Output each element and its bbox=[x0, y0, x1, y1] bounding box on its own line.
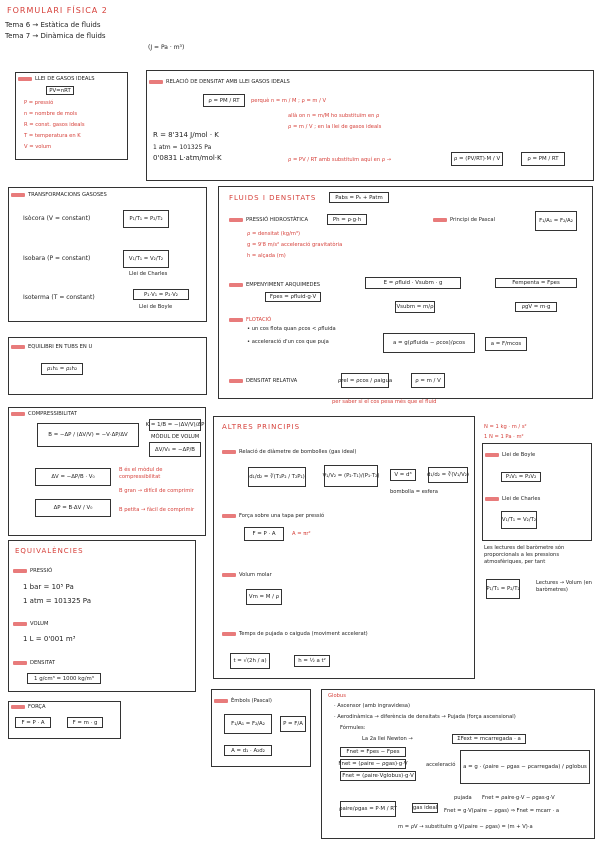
equivalencies-box bbox=[8, 540, 196, 692]
modul-volum-note: MÒDUL DE VOLUM bbox=[151, 434, 200, 440]
globus-box bbox=[321, 689, 595, 839]
globus-fnet1: Fnet = Fpes − Fpes bbox=[340, 747, 406, 757]
flotacio-title: FLOTACIÓ bbox=[229, 317, 271, 324]
compressibilitat-formula5: ΔP = B·ΔV / V₀ bbox=[35, 499, 111, 517]
globus-eq3: m = ρV → substituïm g·V(ρaire − ρgas) = (m + V)·a bbox=[398, 824, 533, 830]
globus-text4: La 2a llei Newton → bbox=[362, 736, 413, 742]
globus-accel-label: acceleració bbox=[426, 762, 456, 768]
globus-eq1: Fnet = ρaire·g·V − ρgas·g·V bbox=[482, 795, 555, 801]
boyle-title: Llei de Boyle bbox=[485, 452, 535, 459]
tapa-title: Força sobre una tapa per pressió bbox=[222, 513, 324, 520]
barometre-formula: P₁/T₁ = P₂/T₂ bbox=[486, 579, 520, 599]
globus-text2: · Aerodinàmica → diferència de densitats → Pujada (força ascensional) bbox=[334, 714, 516, 720]
fluids-title: FLUIDS I DENSITATS bbox=[229, 194, 317, 202]
forca-title: FORÇA bbox=[11, 704, 46, 711]
flotacio-formula2: a = F/mcos bbox=[485, 337, 527, 351]
compressibilitat-formula2: K = 1/B = −(ΔV/V)/ΔP bbox=[149, 419, 201, 431]
highlight-mark bbox=[149, 80, 163, 84]
densitat-gasos-box bbox=[146, 70, 594, 181]
embols-box bbox=[211, 689, 311, 767]
vmolar-title: Volum molar bbox=[222, 572, 272, 579]
densitat-gasos-text2: allà on n = m/M ho substituïm en ρ bbox=[288, 113, 380, 119]
globus-pgas: ρaire/ρgas = P·M / RT bbox=[340, 801, 396, 817]
globus-text1: · Ascensor (amb ingravidesa) bbox=[334, 703, 410, 709]
esfera-note: bombolla = esfera bbox=[390, 489, 438, 495]
densitat-equiv: 1 g/cm³ = 1000 kg/m³ bbox=[27, 673, 101, 684]
highlight-mark bbox=[214, 699, 228, 703]
temps-formula2: h = ½ a t² bbox=[294, 655, 330, 667]
diametre-formula1: d₁/d₂ = ∛(T₁P₂ / T₂P₁) bbox=[248, 467, 306, 487]
atm-equiv: 1 atm = 101325 Pa bbox=[23, 597, 91, 605]
flotacio-text2: • acceleració d'un cos que puja bbox=[247, 339, 329, 345]
isobara-formula: V₁/T₁ = V₂/T₂ bbox=[123, 250, 169, 268]
highlight-mark bbox=[229, 218, 243, 222]
highlight-mark bbox=[11, 193, 25, 197]
gasos-var-n: n = nombre de mols bbox=[24, 111, 78, 117]
transformacions-title: TRANSFORMACIONS GASOSES bbox=[11, 192, 107, 199]
globus-newton: ΣFext = mcarregada · a bbox=[452, 734, 526, 744]
epes-formula: ρgV = m·g bbox=[515, 302, 557, 312]
compress-note1: B és el mòdul de compressibilitat bbox=[119, 467, 163, 481]
bar-equiv: 1 bar = 10⁵ Pa bbox=[23, 583, 74, 591]
charles-formula: V₁/T₁ = V₂/T₂ bbox=[501, 511, 537, 529]
isoterma-label: Isoterma (T = constant) bbox=[23, 294, 95, 301]
relativa-formula2: ρ = m / V bbox=[411, 373, 445, 388]
page-title: FORMULARI FÍSICA 2 bbox=[7, 6, 108, 15]
gasos-var-r: R = const. gasos ideals bbox=[24, 122, 85, 128]
densitat-title: DENSITAT bbox=[13, 660, 55, 667]
altres-principis-box bbox=[213, 416, 475, 679]
pressio-title: PRESSIÓ bbox=[13, 568, 52, 575]
transformacions-box bbox=[8, 187, 207, 322]
highlight-mark bbox=[18, 77, 32, 81]
atm-to-pa: 1 atm = 101325 Pa bbox=[153, 144, 212, 151]
fpes-formula: Fpes = ρfluid·g·V bbox=[265, 292, 321, 302]
isobara-label: Isobara (P = constant) bbox=[23, 255, 91, 262]
highlight-mark bbox=[13, 661, 27, 665]
compress-note2: B gran → difícil de comprimir bbox=[119, 488, 194, 494]
equilibri-formula: ρ₁h₁ = ρ₂h₂ bbox=[41, 363, 83, 375]
boyle-formula: P₁V₁ = P₂V₂ bbox=[501, 472, 541, 482]
forca-formula1: F = P · A bbox=[15, 717, 51, 728]
newton-pa: 1 N = 1 Pa · m² bbox=[484, 434, 524, 440]
highlight-mark bbox=[485, 453, 499, 457]
embols-formula2: P = F/A bbox=[280, 716, 306, 732]
diametre-formula3: V = d³ bbox=[390, 469, 416, 481]
fluids-box bbox=[218, 186, 593, 399]
highlight-mark bbox=[11, 705, 25, 709]
densitat-gasos-title: RELACIÓ DE DENSITAT AMB LLEI GASOS IDEALS bbox=[149, 79, 290, 86]
highlight-mark bbox=[229, 283, 243, 287]
diametre-title: Relació de diàmetre de bombolles (gas ideal) bbox=[222, 449, 356, 456]
charles-title: Llei de Charles bbox=[485, 496, 540, 503]
embols-formula3: A = d₁ · A₂d₂ bbox=[224, 745, 272, 756]
litre-equiv: 1 L = 0'001 m³ bbox=[23, 635, 76, 643]
relativa-title: DENSITAT RELATIVA bbox=[229, 378, 297, 385]
compressibilitat-formula3: ΔV/V₀ = −ΔP/B bbox=[149, 442, 201, 457]
hidrostatica-formula: Ph = ρ·g·h bbox=[327, 214, 367, 225]
globus-fnet2: Fnet = (ρaire − ρgas)·g·V bbox=[338, 761, 408, 767]
highlight-mark bbox=[222, 573, 236, 577]
globus-accel-formula: a = g · (ρaire − ρgas − ρcarregada) / ρglobus bbox=[460, 750, 590, 784]
hidro-var-h: h = alçada (m) bbox=[247, 253, 286, 259]
forca-box bbox=[8, 701, 121, 739]
diametre-formula4: d₁/d₂ = ∛(V₁/V₂) bbox=[428, 467, 468, 483]
arquimedes-formula: E = ρfluid · Vsubm · g bbox=[365, 277, 461, 289]
gasos-title: LLEI DE GASOS IDEALS bbox=[18, 76, 95, 83]
highlight-mark bbox=[229, 318, 243, 322]
diametre-formula2: V₁/V₂ = (P₂·T₁)/(P₁·T₂) bbox=[324, 465, 378, 487]
arquimedes-title: EMPENYIMENT ARQUIMEDES bbox=[229, 282, 320, 289]
compressibilitat-formula1: B = −ΔP / (ΔV/V) = −V·ΔP/ΔV bbox=[37, 423, 139, 447]
densitat-gasos-f2: ρ = (PV/RT)·M / V bbox=[451, 152, 503, 166]
forca-formula2: F = m · g bbox=[67, 717, 103, 728]
tema7-line: Tema 7 → Dinàmica de fluids bbox=[5, 32, 106, 40]
fempenta-formula: Fempenta = Fpes bbox=[495, 278, 577, 288]
relativa-formula1: ρrel = ρcos / ρaigua bbox=[341, 373, 389, 388]
compress-note3: B petita → fàcil de comprimir bbox=[119, 507, 195, 513]
highlight-mark bbox=[222, 450, 236, 454]
flotacio-formula1: a = g(ρfluida − ρcos)/ρcos bbox=[383, 333, 475, 353]
compressibilitat-formula4: ΔV = −ΔP/B · V₀ bbox=[35, 468, 111, 486]
relativa-note: per saber si el cos pesa més que el fluid bbox=[332, 399, 437, 405]
densitat-gasos-text4: ρ = PV / RT amb substituïm aquí en ρ → bbox=[288, 157, 392, 163]
gasos-var-p: P = pressió bbox=[24, 100, 54, 106]
highlight-mark bbox=[229, 379, 243, 383]
embols-formula1: F₁/A₁ = F₂/A₂ bbox=[224, 714, 272, 734]
newton-def: N = 1 kg · m / s² bbox=[484, 424, 527, 430]
densitat-gasos-f3: ρ = PM / RT bbox=[521, 152, 565, 166]
globus-text3: Fórmules: bbox=[340, 725, 366, 731]
highlight-mark bbox=[11, 412, 25, 416]
equilibri-title: EQUILIBRI EN TUBS EN U bbox=[11, 344, 92, 351]
temps-formula: t = √(2h / a) bbox=[230, 653, 270, 669]
isobara-note: Llei de Charles bbox=[129, 271, 168, 277]
globus-eq2: Fnet = g·V(ρaire − ρgas) ⇒ Fnet = mcarr · a bbox=[444, 808, 560, 814]
densitat-gasos-formula: ρ = PM / RT bbox=[203, 94, 245, 107]
gasos-var-t: T = temperatura en K bbox=[24, 133, 81, 139]
temps-title: Temps de pujada o caiguda (moviment accelerat) bbox=[222, 631, 368, 638]
isoterma-note: Llei de Boyle bbox=[139, 304, 173, 310]
globus-fnet3: Fnet = (ρaire·Vglobus)·g·V bbox=[340, 771, 416, 781]
globus-pujada-label: pujada bbox=[454, 795, 472, 801]
highlight-mark bbox=[433, 218, 447, 222]
hidro-var-rho: ρ = densitat (kg/m³) bbox=[247, 231, 300, 237]
boyle-charles-box bbox=[482, 443, 592, 541]
units-note: (J = Pa · m³) bbox=[148, 44, 185, 51]
r-constant-joule: R = 8'314 J/mol · K bbox=[153, 131, 219, 139]
pabs-formula: Pabs = Pₕ + Patm bbox=[329, 192, 389, 203]
gasos-formula: PV=nRT bbox=[46, 86, 74, 95]
r-constant-latm: 0'0831 L·atm/mol·K bbox=[153, 154, 222, 162]
barometre-note: Lectures → Volum (en baròmetres) bbox=[536, 580, 592, 594]
compressibilitat-box bbox=[8, 407, 206, 536]
isoterma-formula: P₁·V₁ = P₂·V₂ bbox=[133, 289, 189, 300]
highlight-mark bbox=[11, 345, 25, 349]
hidrostatica-title: PRESSIÓ HIDROSTÀTICA bbox=[229, 217, 308, 224]
gasos-var-v: V = volum bbox=[24, 144, 52, 150]
volum-title: VOLUM bbox=[13, 621, 48, 628]
vmolar-formula: Vm = M / ρ bbox=[246, 589, 282, 605]
highlight-mark bbox=[222, 632, 236, 636]
isocora-formula: P₁/T₁ = P₂/T₂ bbox=[123, 210, 169, 228]
highlight-mark bbox=[13, 569, 27, 573]
compressibilitat-title: COMPRESSIBILITAT bbox=[11, 411, 77, 418]
hidro-var-g: g = 9'8 m/s² acceleració gravitatòria bbox=[247, 242, 343, 248]
globus-gasideal: gas ideal bbox=[412, 805, 438, 811]
tema6-line: Tema 6 → Estàtica de fluids bbox=[5, 21, 101, 29]
embols-title: Èmbols (Pascal) bbox=[214, 698, 272, 705]
altres-title: ALTRES PRINCIPIS bbox=[222, 423, 301, 431]
highlight-mark bbox=[485, 497, 499, 501]
vsubm-formula: Vsubm = m/ρ bbox=[395, 301, 435, 313]
barometre-text: Les lectures del baròmetre són proporcionals a les pressions atmosfèriques, per tant bbox=[484, 545, 565, 566]
highlight-mark bbox=[13, 622, 27, 626]
equilibri-box bbox=[8, 337, 207, 395]
pascal-title: Principi de Pascal bbox=[433, 217, 495, 224]
pascal-formula: F₁/A₁ = F₂/A₂ bbox=[535, 211, 577, 231]
tapa-note: A = πr² bbox=[292, 531, 311, 537]
tapa-formula: F = P · A bbox=[244, 527, 284, 541]
gasos-ideals-box bbox=[15, 72, 128, 160]
equivalencies-title: EQUIVALÈNCIES bbox=[15, 547, 84, 555]
densitat-gasos-text3: ρ = m / V ; en la llei de gasos ideals bbox=[288, 124, 382, 130]
flotacio-text1: • un cos flota quan ρcos < ρfluida bbox=[247, 326, 336, 332]
globus-title: Globus bbox=[328, 693, 346, 699]
highlight-mark bbox=[222, 514, 236, 518]
densitat-gasos-text1: perquè n = m / M ; ρ = m / V bbox=[251, 98, 327, 104]
isocora-label: Isòcora (V = constant) bbox=[23, 215, 91, 222]
